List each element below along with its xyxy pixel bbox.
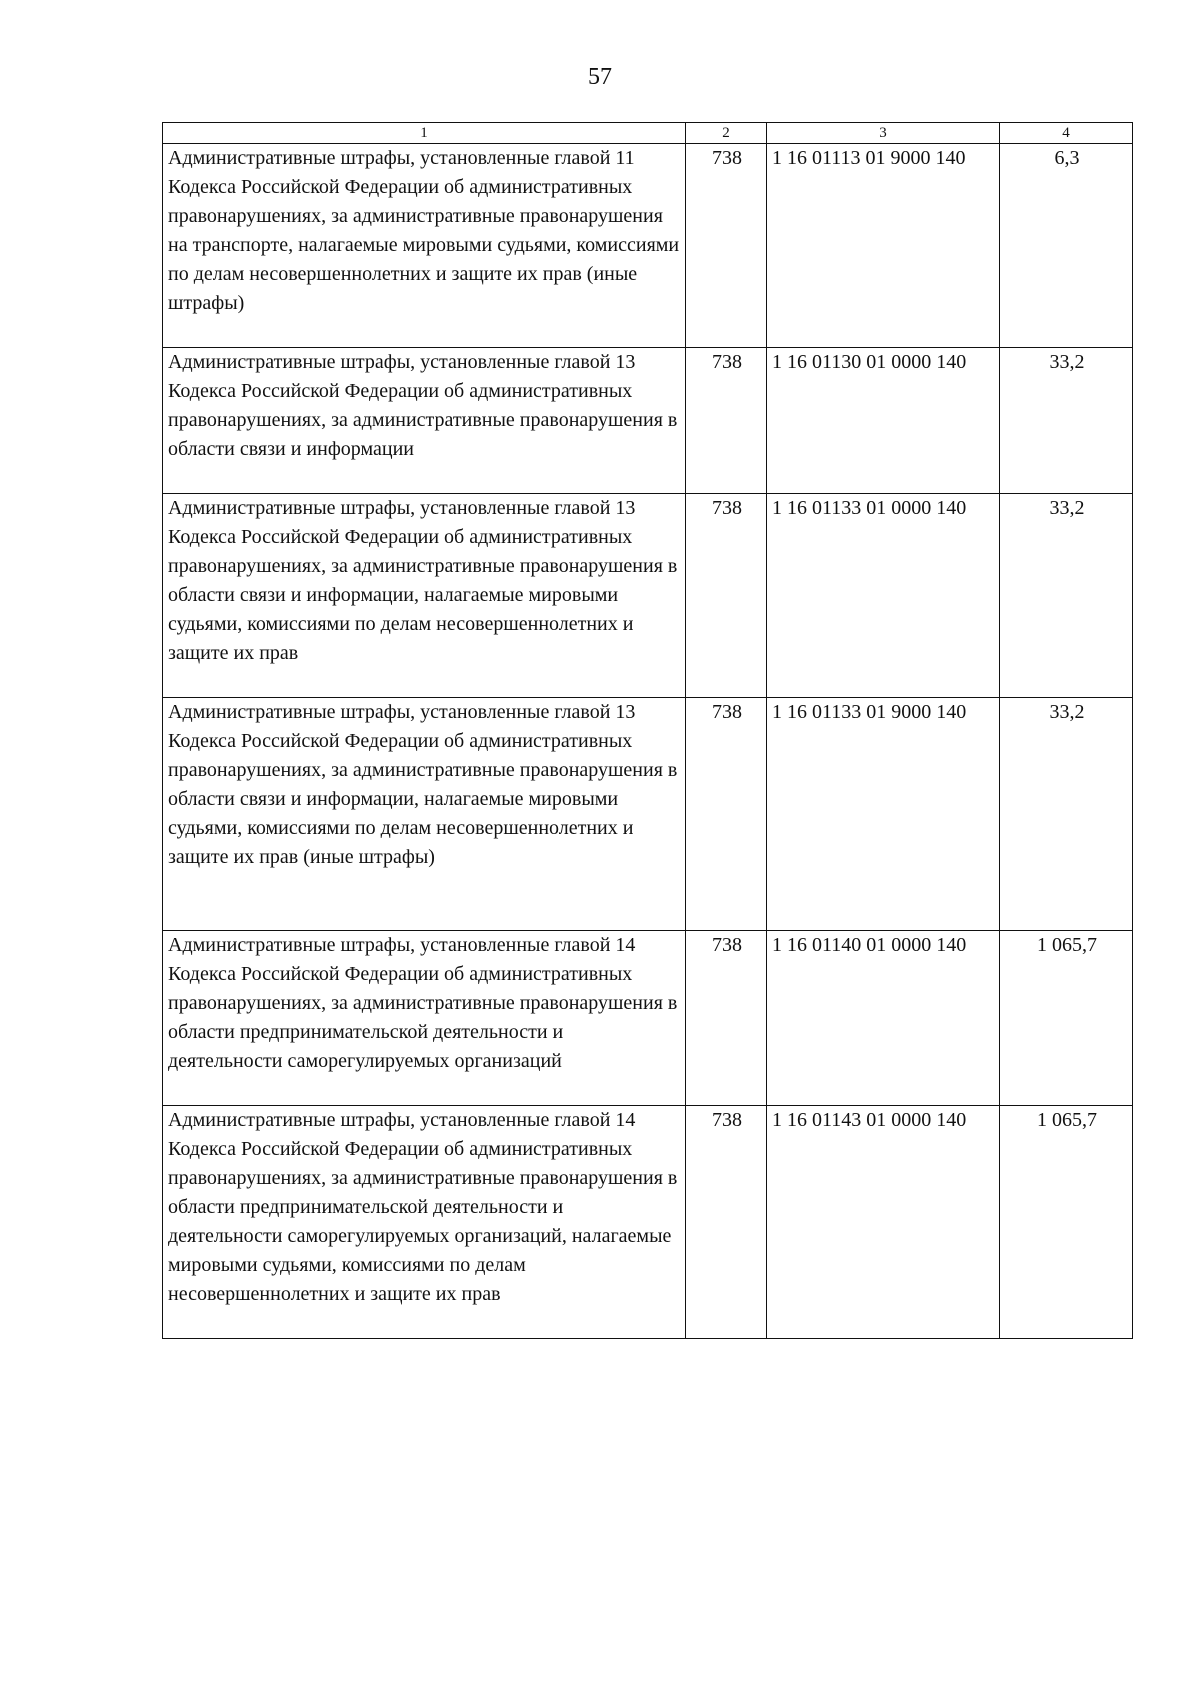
row-description: Административные штрафы, установленные главой 13 Кодекса Российской Федерации об административных правонарушениях, за административные правонарушения в области связи и информации, налагаемые мировыми судьями, комиссиями по делам несовершеннолетних и защите их прав (иные штрафы)	[163, 698, 686, 931]
page-number: 57	[588, 64, 612, 90]
table-header-row	[163, 123, 1133, 144]
row-amount: 6,3	[1000, 144, 1133, 348]
row-admin-code: 738	[686, 931, 767, 1106]
revenue-table	[162, 122, 1133, 1339]
table-row	[163, 494, 1133, 698]
table-row	[163, 931, 1133, 1106]
row-description: Административные штрафы, установленные главой 13 Кодекса Российской Федерации об административных правонарушениях, за административные правонарушения в области связи и информации	[163, 348, 686, 494]
row-budget-code: 1 16 01130 01 0000 140	[767, 348, 1000, 494]
table-row	[163, 698, 1133, 931]
column-header-2: 2	[686, 123, 767, 144]
row-description: Административные штрафы, установленные главой 14 Кодекса Российской Федерации об административных правонарушениях, за административные правонарушения в области предпринимательской деятельности и деятельности саморегулируемых организаций	[163, 931, 686, 1106]
table-row	[163, 348, 1133, 494]
row-admin-code: 738	[686, 494, 767, 698]
row-budget-code: 1 16 01143 01 0000 140	[767, 1106, 1000, 1339]
row-budget-code: 1 16 01133 01 9000 140	[767, 698, 1000, 931]
row-admin-code: 738	[686, 1106, 767, 1339]
column-header-1: 1	[163, 123, 686, 144]
row-amount: 33,2	[1000, 494, 1133, 698]
row-admin-code: 738	[686, 698, 767, 931]
row-budget-code: 1 16 01140 01 0000 140	[767, 931, 1000, 1106]
table-row	[163, 1106, 1133, 1339]
row-budget-code: 1 16 01133 01 0000 140	[767, 494, 1000, 698]
row-amount: 33,2	[1000, 348, 1133, 494]
column-header-4: 4	[1000, 123, 1133, 144]
row-admin-code: 738	[686, 144, 767, 348]
column-header-3: 3	[767, 123, 1000, 144]
table-row	[163, 144, 1133, 348]
row-amount: 33,2	[1000, 698, 1133, 931]
row-admin-code: 738	[686, 348, 767, 494]
row-description: Административные штрафы, установленные главой 14 Кодекса Российской Федерации об административных правонарушениях, за административные правонарушения в области предпринимательской деятельности и деятельности саморегулируемых организаций, налагаемые мировыми судьями, комиссиями по делам несовершеннолетних и защите их прав	[163, 1106, 686, 1339]
row-description: Административные штрафы, установленные главой 13 Кодекса Российской Федерации об административных правонарушениях, за административные правонарушения в области связи и информации, налагаемые мировыми судьями, комиссиями по делам несовершеннолетних и защите их прав	[163, 494, 686, 698]
row-amount: 1 065,7	[1000, 931, 1133, 1106]
row-description: Административные штрафы, установленные главой 11 Кодекса Российской Федерации об административных правонарушениях, за административные правонарушения на транспорте, налагаемые мировыми судьями, комиссиями по делам несовершеннолетних и защите их прав (иные штрафы)	[163, 144, 686, 348]
row-amount: 1 065,7	[1000, 1106, 1133, 1339]
row-budget-code: 1 16 01113 01 9000 140	[767, 144, 1000, 348]
